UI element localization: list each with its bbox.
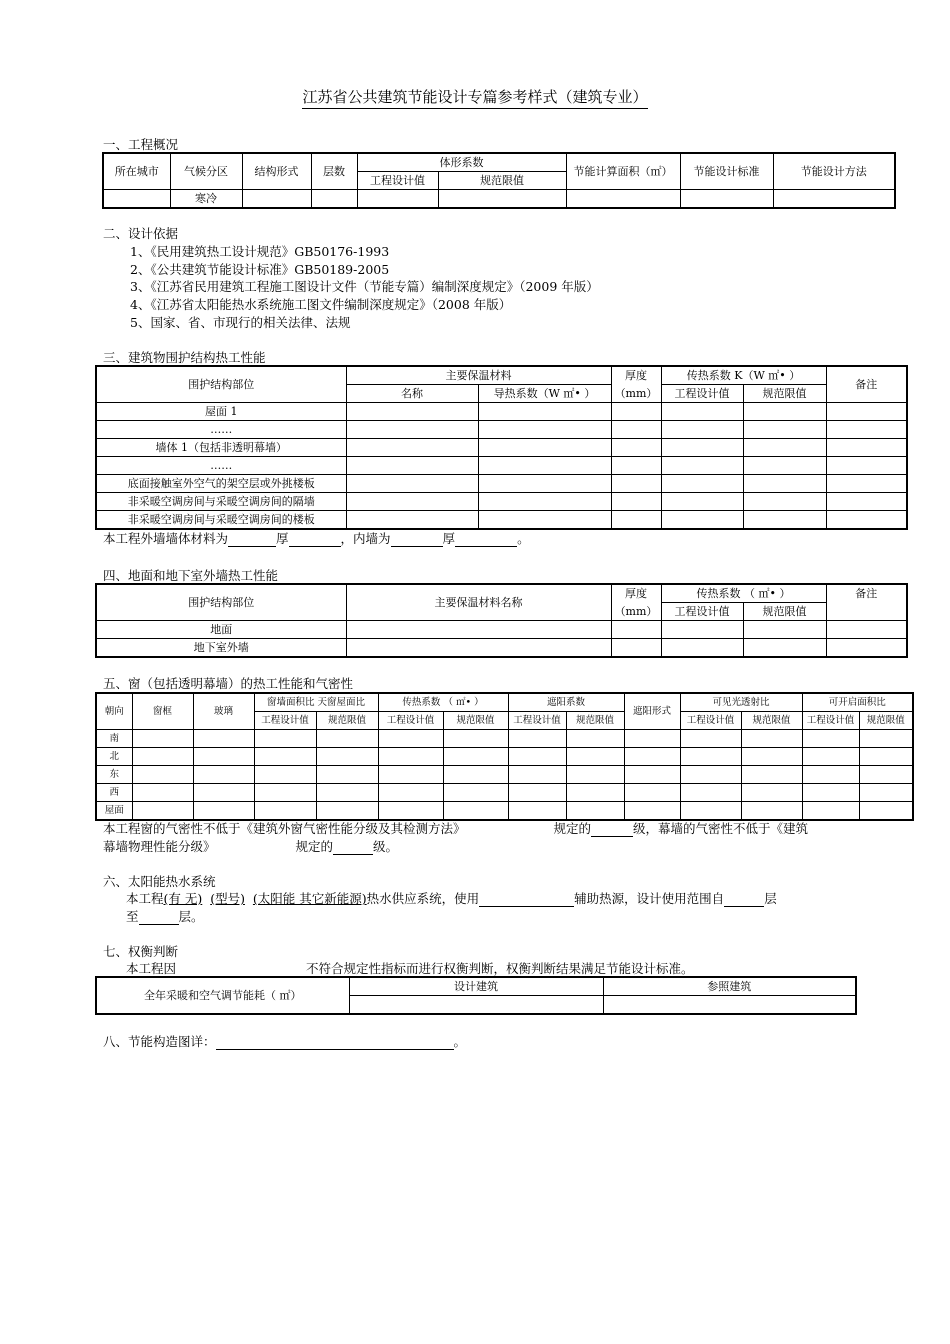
basis-item: 5、国家、省、市现行的相关法律、法规 (130, 315, 351, 330)
col-calc-area: 节能计算面积（㎡） (566, 153, 680, 190)
table-row: 非采暖空调房间与采暖空调房间的隔墙 (96, 493, 907, 511)
table-row: 北 (96, 748, 913, 766)
section-3-heading: 三、建筑物围护结构热工性能 (103, 350, 266, 365)
airtightness-note-1: 本工程窗的气密性不低于《建筑外窗气密性能分级及其检测方法》 规定的 级，幕墙的气密性不低于《建筑 (103, 821, 809, 836)
table-row: 屋面 1 (96, 403, 907, 421)
window-table: 朝向 窗框 玻璃 窗墙面积比 天窗屋面比 传热系数 （ ㎡• ） 遮阳系数 遮阳形式 可见光透射比 可开启面积比 工程设计值 规范限值 工程设计值 规范限值 工程设计值 规范限值 工程设计值 规范限值 工程设计值 规范限值 南 北 东 西 屋面 (95, 692, 914, 821)
col-design-value: 工程设计值 (357, 172, 438, 190)
solar-line-2: 至 层。 (126, 909, 204, 924)
section-8-heading: 八、节能构造图详： 。 (103, 1034, 467, 1049)
table-row: 地面 (96, 621, 907, 639)
col-structure: 结构形式 (242, 153, 311, 190)
project-overview-table (102, 152, 896, 209)
section-1-heading: 一、工程概况 (103, 137, 179, 152)
section-2-heading: 二、设计依据 (103, 226, 179, 241)
table-row: …… (96, 457, 907, 475)
col-limit-value: 规范限值 (438, 172, 566, 190)
col-insulation: 主要保温材料 (346, 366, 611, 385)
energy-consumption-table: 全年采暖和空气调节能耗（ ㎡） 设计建筑 参照建筑 (95, 976, 857, 1015)
table-row: 非采暖空调房间与采暖空调房间的楼板 (96, 511, 907, 530)
table-row: …… (96, 421, 907, 439)
basis-item: 1、《民用建筑热工设计规范》GB50176-1993 (130, 244, 390, 259)
tradeoff-line: 本工程因 不符合规定性指标而进行权衡判断，权衡判断结果满足节能设计标准。 (126, 961, 694, 976)
table-row: 南 (96, 730, 913, 748)
col-shape-coefficient: 体形系数 (357, 153, 566, 172)
section-7-heading: 七、权衡判断 (103, 944, 179, 959)
ground-table: 围护结构部位 主要保温材料名称 厚度 传热系数 （ ㎡• ） 备注 （mm） 工程设计值 规范限值 地面 地下室外墙 (95, 583, 908, 658)
col-part: 围护结构部位 (96, 366, 346, 403)
col-k-value: 传热系数 K（W ㎡• ） (661, 366, 826, 385)
col-method: 节能设计方法 (773, 153, 895, 190)
table-row (103, 190, 895, 209)
airtightness-note-2: 幕墙物理性能分级》 规定的 级。 (103, 839, 399, 854)
table-row: 屋面 (96, 802, 913, 821)
climate-zone-value: 寒冷 (170, 190, 242, 209)
col-standard: 节能设计标准 (680, 153, 773, 190)
wall-material-note: 本工程外墙墙体材料为 厚 ，内墙为 厚 。 (103, 531, 530, 546)
col-floors: 层数 (311, 153, 357, 190)
table-row: 地下室外墙 (96, 639, 907, 658)
envelope-table: 围护结构部位 主要保温材料 厚度 传热系数 K（W ㎡• ） 备注 名称 导热系数（W ㎡• ） （mm） 工程设计值 规范限值 屋面 1 …… 墙体 1（包括非透明幕墙） …… 底面接触室外空气的架空层或外挑楼板 非采暖空调房间与采暖空调房间的隔墙 非采暖空调房间与采暖空调房间的楼板 (95, 365, 908, 530)
basis-item: 2、《公共建筑节能设计标准》GB50189-2005 (130, 262, 390, 277)
col-climate-zone: 气候分区 (170, 153, 242, 190)
table-row: 东 (96, 766, 913, 784)
table-row: 墙体 1（包括非透明幕墙） (96, 439, 907, 457)
col-city: 所在城市 (103, 153, 170, 190)
basis-item: 4、《江苏省太阳能热水系统施工图文件编制深度规定》（2008 年版） (130, 297, 512, 312)
col-thickness: 厚度 (611, 366, 661, 385)
section-6-heading: 六、太阳能热水系统 (103, 874, 216, 889)
table-row: 西 (96, 784, 913, 802)
basis-item: 3、《江苏省民用建筑工程施工图设计文件（节能专篇）编制深度规定》（2009 年版） (130, 279, 599, 294)
section-5-heading: 五、窗（包括透明幕墙）的热工性能和气密性 (103, 676, 354, 691)
table-row: 底面接触室外空气的架空层或外挑楼板 (96, 475, 907, 493)
solar-line-1: 本工程(有 无) (型号) (太阳能 其它新能源)热水供应系统，使用 辅助热源，设计使用范围自 层 (126, 891, 777, 906)
document-title: 江苏省公共建筑节能设计专篇参考样式（建筑专业） (0, 86, 950, 107)
section-4-heading: 四、地面和地下室外墙热工性能 (103, 568, 279, 583)
col-remark: 备注 (826, 366, 907, 403)
